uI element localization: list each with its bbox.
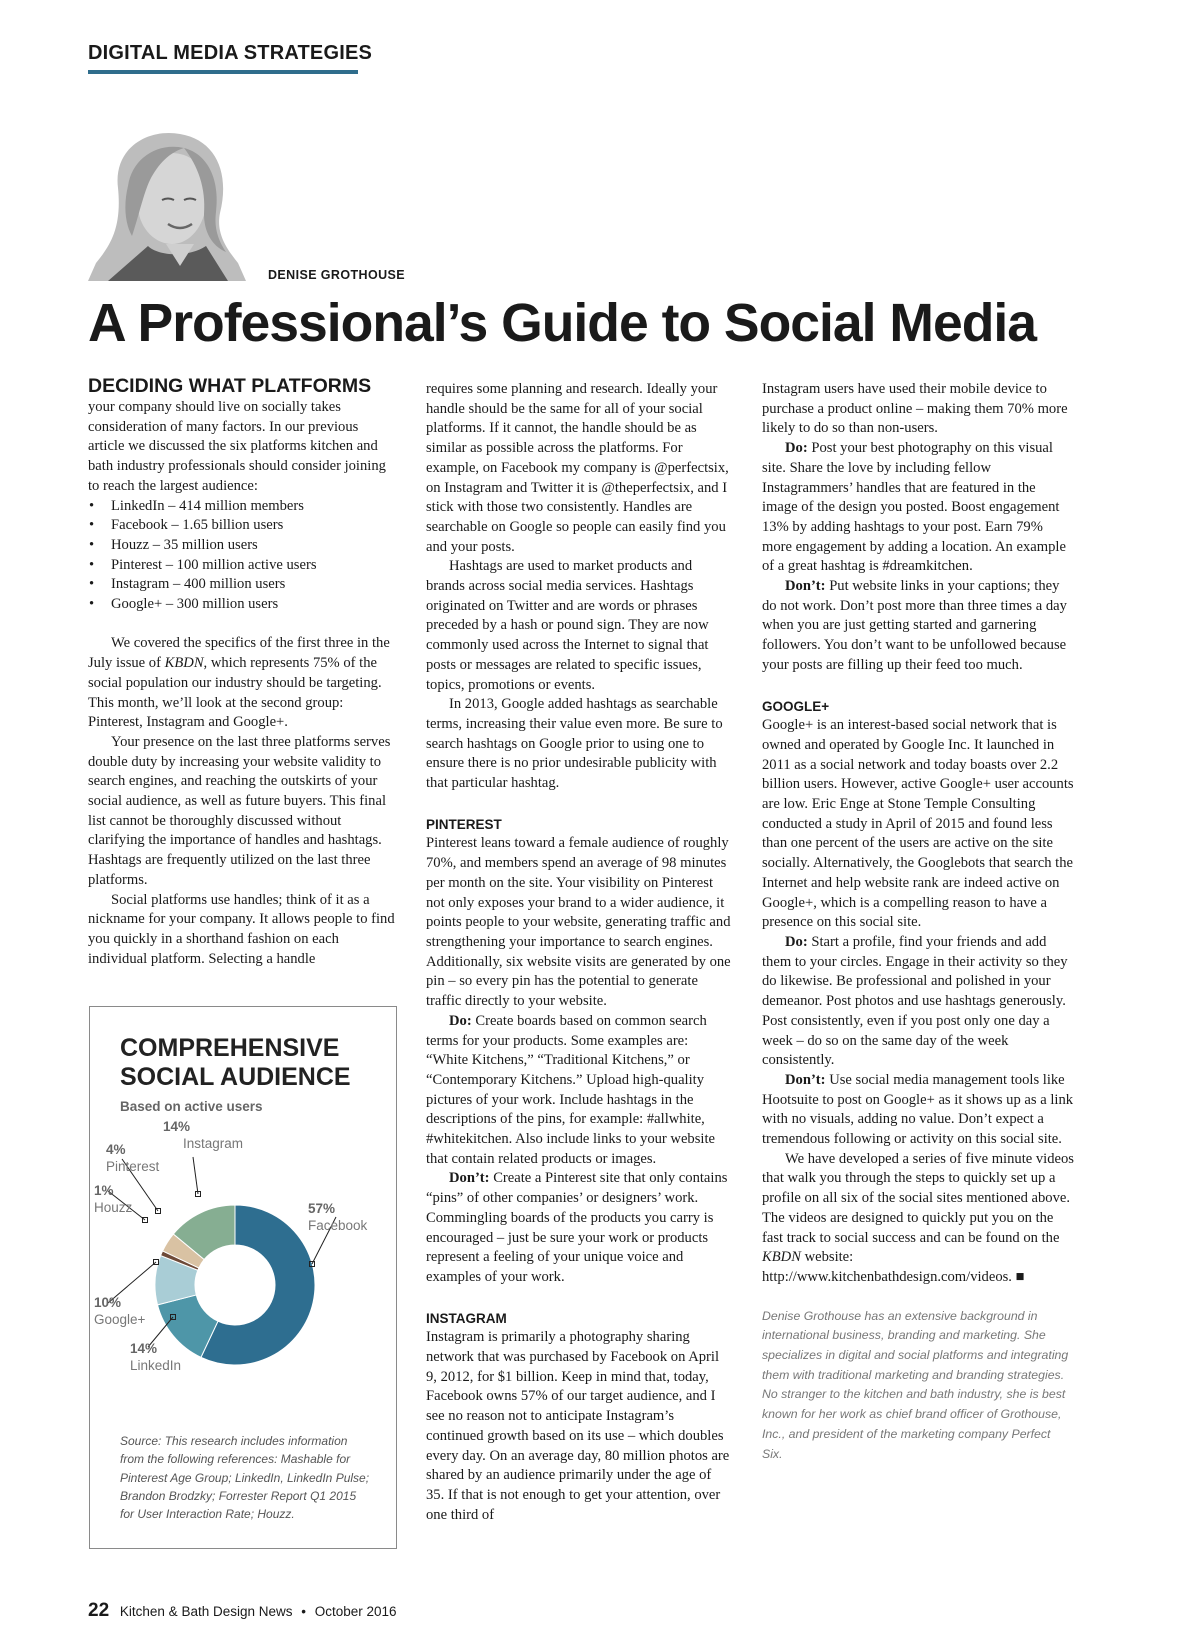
slice-percent-label: 10% — [94, 1295, 122, 1310]
slice-name-label: LinkedIn — [130, 1358, 182, 1373]
column-1 — [88, 374, 396, 969]
lead-heading: DECIDING WHAT PLATFORMS — [88, 375, 372, 397]
instagram-heading: INSTAGRAM — [426, 1310, 507, 1326]
author-bio: Denise Grothouse has an extensive background in international business, branding and marketing. She specializes in digital and social platforms and integrating them with traditional marketing and branding strategies. No stranger to the kitchen and bath industry, she is best known for her work as chief brand officer of Grothouse, Inc., and president of the marketing company Perfect Six. — [762, 1308, 1069, 1461]
body-paragraph: Don’t: Create a Pinterest site that only contains “pins” of other companies’ or designers’ work. Commingling boards of the products you carry is encouraged – just be sure your work or products represent a feeling of your unique voice and examples of your work. — [426, 1170, 728, 1285]
publication-name: Kitchen & Bath Design News — [119, 1604, 293, 1619]
page-number: 22 — [88, 1600, 110, 1621]
body-paragraph: In 2013, Google added hashtags as searchable terms, increasing their value even more. Be sure to search hashtags on Google prior to using one to ensure there is no prior undesirable publicity with that particular hashtag. — [426, 696, 723, 792]
section-label: DIGITAL MEDIA STRATEGIES — [88, 42, 373, 64]
leader-line — [193, 1157, 198, 1194]
slice-percent-label: 57% — [308, 1201, 336, 1216]
body-paragraph: Instagram users have used their mobile device to purchase a product online – making them 70% more likely to do so than non-users. — [762, 381, 1068, 437]
end-mark: ■ — [1015, 1268, 1025, 1285]
body-paragraph: Do: Post your best photography on this visual site. Share the love by including fellow Instagrammers’ handles that are featured in the image of the design you posted. Boost engagement 13% by adding hashtags to your post. Earn 79% more engagement by adding a location. An example of a great hashtag is #dreamkitchen. — [762, 440, 1066, 575]
column-2 — [426, 380, 732, 1525]
list-item: • LinkedIn – 414 million members — [88, 497, 396, 517]
slice-percent-label: 1% — [94, 1183, 114, 1198]
page-footer — [88, 1600, 397, 1622]
closing-paragraph: We have developed a series of five minute videos that walk you through the steps to quickly set up a profile on all six of the social sites mentioned above. The videos are designed to quickly put you on the fast track to social success and can be found on the KBDN website: http://www.kitchenbathdesign.com/videos. ■ — [762, 1150, 1074, 1285]
body-paragraph: Don’t: Use social media management tools like Hootsuite to post on Google+ as it shows up as a link with no visuals, adding no value. Don’t expect a tremendous following or activity on this social site. — [762, 1071, 1074, 1148]
sidebar-title: COMPREHENSIVE SOCIAL AUDIENCE — [120, 1034, 351, 1091]
body-paragraph: Do: Create boards based on common search terms for your products. Some examples are: “White Kitchens,” “Traditional Kitchens,” or “Contemporary Kitchens.” Upload high-quality pictures of your work. Include hashtags in the descriptions of the pins, for example: #allwhite, #whitekitchen. Also include links to your website that contain related products or images. — [426, 1012, 715, 1167]
body-paragraph: requires some planning and research. Ideally your handle should be the same for all of your social platforms. If it cannot, the handle should be as similar as possible across the platforms. For example, on Facebook my company is @perfectsix, on Instagram and Twitter it is @theperfectsix, and I stick with those two consistently. Handles are searchable on Google so people can easily find you and your posts. — [426, 381, 729, 555]
slice-name-label: Google+ — [94, 1312, 146, 1327]
slice-name-label: Facebook — [308, 1218, 368, 1233]
body-paragraph: Social platforms use handles; think of it as a nickname for your company. It allows people to find you quickly in a shorthand fashion on each individual platform. Selecting a handle — [88, 891, 395, 967]
intro-paragraph: your company should live on socially takes consideration of many factors. In our previous article we discussed the six platforms kitchen and bath industry professionals should consider joining to reach the largest audience: — [88, 399, 386, 494]
body-paragraph: Hashtags are used to market products and brands across social media services. Hashtags originated on Twitter and are words or phrases preceded by a hash or pound sign. They are now commonly used across the Internet to signal that posts or messages are related to specific issues, topics, promotions or events. — [426, 558, 709, 693]
body-paragraph: We covered the specifics of the first three in the July issue of KBDN, which represents 75% of the social population our industry should be targeting. This month, we’ll look at the second group: Pinterest, Instagram and Google+. — [88, 635, 390, 731]
slice-name-label: Instagram — [183, 1136, 244, 1151]
list-item: • Pinterest – 100 million active users — [88, 556, 396, 576]
body-paragraph: Pinterest leans toward a female audience of roughly 70%, and members spend an average of 98 minutes per month on the site. Your visibility on Pinterest not only exposes your brand to a wider audience, it points people to your website, generating traffic and strengthening your importance to search engines. Additionally, six website visits are generated by one pin – so every pin has the potential to generate traffic directly to your website. — [426, 835, 731, 1010]
footer-separator: • — [301, 1604, 306, 1619]
list-item: • Facebook – 1.65 billion users — [88, 516, 396, 536]
audience-donut-chart — [90, 1117, 396, 1417]
section-rule — [88, 70, 358, 74]
body-paragraph: Do: Start a profile, find your friends and add them to your circles. Engage in their activity so they do likewise. Be professional and polished in your demeanor. Post photos and use hashtags generously. Post consistently, even if you post only one day a week – do so on the same day of the week consistently. — [762, 933, 1068, 1069]
body-paragraph: Don’t: Put website links in your captions; they do not work. Don’t post more than three times a day when you are just getting started and garnering followers. You don’t want to be unfollowed because your posts are filling up their feed too much. — [762, 578, 1067, 673]
sidebar-subtitle: Based on active users — [120, 1099, 263, 1114]
list-item: • Google+ – 300 million users — [88, 595, 396, 615]
chart-source: Source: This research includes information from the following references: Mashable for Pinterest Age Group; LinkedIn, LinkedIn Pulse; Brandon Brodzky; Forrester Report Q1 2015 for User Interaction Rate; Houzz. — [120, 1434, 370, 1522]
platform-list — [88, 497, 396, 615]
slice-percent-label: 4% — [106, 1142, 126, 1157]
pinterest-heading: PINTEREST — [426, 816, 502, 832]
body-paragraph: Instagram is primarily a photography sharing network that was purchased by Facebook on April 9, 2012, for $1 billion. Keep in mind that, today, Facebook owns 57% of our target audience, and I see no reason not to anticipate Instagram’s continued growth based on its use – which doubles every day. On an average day, 80 million photos are shared by an audience primarily under the age of 35. If that is not enough to get your attention, over one third of — [426, 1329, 730, 1523]
list-item: • Houzz – 35 million users — [88, 536, 396, 556]
body-paragraph: Google+ is an interest-based social network that is owned and operated by Google Inc. It launched in 2011 as a social network and today boasts over 2.2 billion users. However, active Google+ user accounts are low. Eric Enge at Stone Temple Consulting conducted a study in April of 2015 and found less than one percent of the users are active on the site socially. Alternatively, the Googlebots that search the Internet and help website rank are indeed active on Google+, which is a compelling reason to have a presence on this social site. — [762, 717, 1074, 931]
article-headline: A Professional’s Guide to Social Media — [88, 294, 1037, 353]
slice-name-label: Houzz — [94, 1200, 133, 1215]
issue-date: October 2016 — [314, 1604, 397, 1619]
googleplus-heading: GOOGLE+ — [762, 698, 830, 714]
author-photo — [88, 128, 246, 281]
list-item: • Instagram – 400 million users — [88, 575, 396, 595]
audience-sidebar — [89, 1006, 397, 1549]
slice-percent-label: 14% — [163, 1119, 191, 1134]
author-byline: DENISE GROTHOUSE — [268, 268, 405, 282]
column-3 — [762, 380, 1074, 1464]
slice-percent-label: 14% — [130, 1341, 158, 1356]
body-paragraph: Your presence on the last three platforms serves double duty by increasing your website validity to search engines, and reaching the outskirts of your social audience, as well as future buyers. This final list cannot be thoroughly discussed without clarifying the importance of handles and hashtags. Hashtags are frequently utilized on the last three platforms. — [88, 733, 391, 888]
slice-name-label: Pinterest — [106, 1159, 160, 1174]
